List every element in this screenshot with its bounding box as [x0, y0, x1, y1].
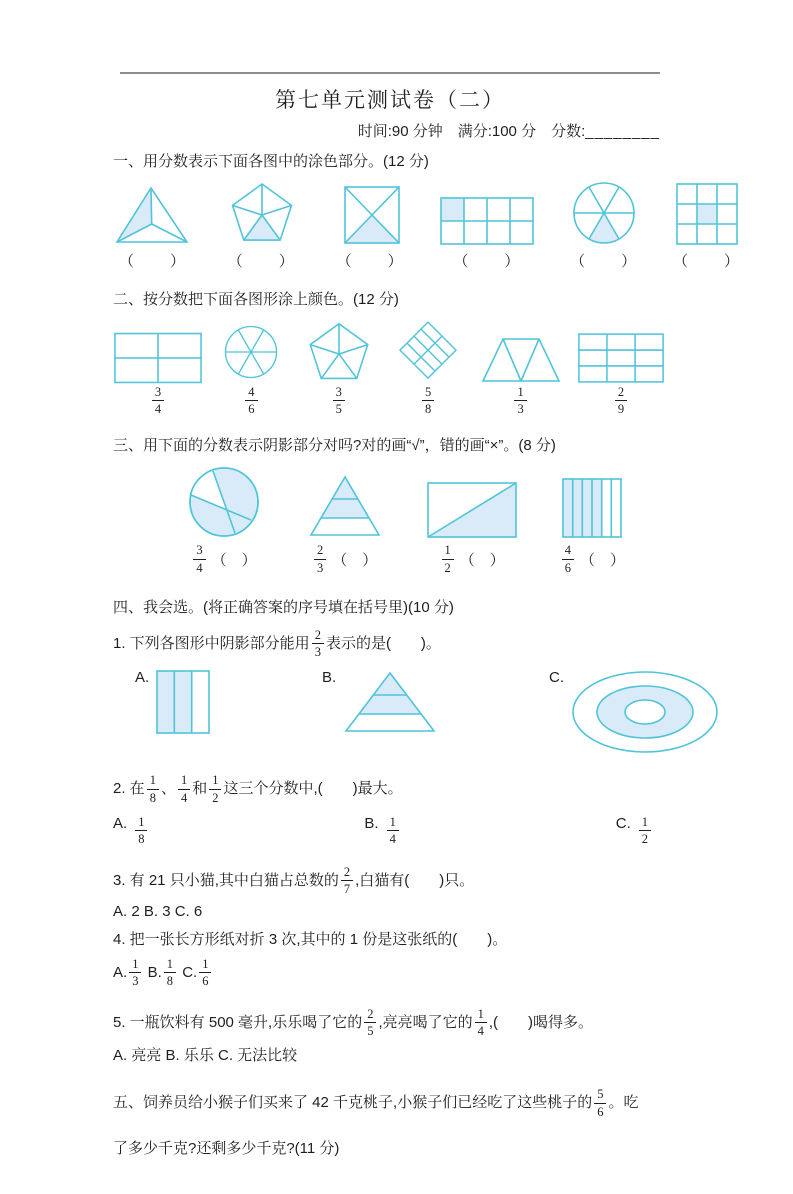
option-a[interactable]: [135, 669, 211, 735]
q2-text: 2. 在: [113, 780, 145, 798]
shape-cell: [577, 331, 665, 417]
fraction: $\frac{1}{8}$: [135, 815, 147, 847]
top-divider: [120, 72, 660, 74]
option-c[interactable]: C.: [182, 963, 198, 981]
fraction: $\frac{1}{6}$: [199, 957, 211, 989]
meta-text: 时间:90 分钟 满分:100 分 分数:: [357, 123, 586, 140]
section5-line1: 五、饲养员给小猴子们买来了 42 千克桃子,小猴子们已经吃了这些桃子的 $\frac{5}{6}$ 。吃: [113, 1087, 639, 1119]
fraction: $\frac{5}{8}$: [422, 385, 434, 417]
shape-cell: [305, 473, 385, 575]
answer-bracket[interactable]: （ ）: [211, 551, 257, 569]
shape-cell: [217, 319, 285, 417]
fraction: $\frac{1}{4}$: [475, 1007, 487, 1039]
fraction: $\frac{2}{3}$: [314, 543, 326, 575]
grid-2x2-shape[interactable]: [113, 331, 203, 385]
grid-3x3-center-shaded-shape: [675, 182, 739, 246]
option-b-label: B.: [322, 669, 337, 687]
shape-cell: [479, 333, 563, 417]
option-a-strips-shape: [155, 669, 211, 735]
fraction: $\frac{1}{2}$: [209, 773, 221, 805]
section3-heading: 三、用下面的分数表示阴影部分对吗?对的画“√”，错的画“×”。(8 分): [113, 436, 556, 454]
pentagon-fifths-shaded-shape: [222, 180, 302, 246]
fraction: $\frac{1}{4}$: [178, 773, 190, 805]
paper-meta: [120, 120, 660, 141]
triangle-bands-shaded-shape: [305, 473, 385, 539]
circle-sixths-shape[interactable]: [217, 319, 285, 385]
section2-shape-row: [113, 317, 665, 417]
section4-heading: 四、我会选。(将正确答案的序号填在括号里)(10 分): [113, 599, 454, 616]
question-4: 4. 把一张长方形纸对折 3 次,其中的 1 份是这张纸的( )。: [113, 930, 508, 948]
shape-cell: [560, 477, 625, 575]
option-c[interactable]: C. $\frac{1}{2}$: [616, 815, 653, 847]
answer-bracket[interactable]: （ ）: [227, 252, 296, 270]
fraction: $\frac{1}{3}$: [514, 385, 526, 417]
triangle-thirds-shaded-shape: [113, 184, 193, 246]
shape-cell: [439, 196, 535, 271]
option-c-ellipses-shape: [570, 669, 720, 755]
pentagon-fifths-shape[interactable]: [300, 319, 378, 385]
q1-options-row: [135, 669, 720, 755]
square-strips-shaded-shape: [561, 477, 623, 539]
page-title: 第七单元测试卷（二）: [275, 88, 505, 112]
fraction: $\frac{4}{6}$: [562, 543, 574, 575]
test-paper-page: [0, 72, 793, 1194]
option-a[interactable]: A.: [113, 963, 128, 981]
option-b[interactable]: B. $\frac{1}{4}$: [364, 815, 400, 847]
fraction: $\frac{1}{4}$: [387, 815, 399, 847]
q1-text-end: 表示的是( )。: [325, 634, 441, 652]
fraction: $\frac{1}{2}$: [639, 815, 651, 847]
fraction: $\frac{4}{6}$: [245, 385, 257, 417]
fraction: $\frac{2}{9}$: [615, 385, 627, 417]
fraction: $\frac{1}{3}$: [129, 957, 141, 989]
fraction: $\frac{2}{7}$: [341, 865, 353, 897]
answer-bracket[interactable]: （ ）: [118, 252, 187, 270]
q5-options[interactable]: A. 亮亮 B. 乐乐 C. 无法比较: [113, 1047, 298, 1065]
fraction: $\frac{1}{8}$: [147, 773, 159, 805]
q4-options: [113, 957, 743, 989]
circle-chords-shaded-shape: [185, 465, 263, 539]
shape-cell: [113, 184, 193, 271]
q3-options[interactable]: A. 2 B. 3 C. 6: [113, 902, 203, 920]
question-5: 5. 一瓶饮料有 500 毫升,乐乐喝了它的 $\frac{2}{5}$ ,亮亮喝了它的 $\frac{1}{4}$ ,( )喝得多。: [113, 1006, 594, 1038]
shape-cell: [426, 481, 518, 575]
shape-cell: [673, 182, 741, 271]
section1-shape-row: [113, 180, 741, 271]
shape-cell: [113, 331, 203, 417]
option-b[interactable]: [322, 669, 438, 735]
fraction: $\frac{2}{3}$: [312, 628, 324, 660]
diamond-eighths-shape[interactable]: [392, 317, 464, 385]
question-3: 3. 有 21 只小猫,其中白猫占总数的 $\frac{2}{7}$ ,白猫有( )只。: [113, 864, 475, 897]
answer-bracket[interactable]: （ ）: [459, 551, 505, 569]
option-b[interactable]: B.: [147, 963, 162, 981]
shape-cell: [300, 319, 378, 417]
grid-3x3-shape[interactable]: [577, 331, 665, 385]
fraction: $\frac{1}{8}$: [164, 957, 176, 989]
section3-shape-row: [185, 465, 625, 575]
shape-cell: [222, 180, 302, 271]
answer-bracket[interactable]: （ ）: [453, 252, 522, 270]
section5-line2: 了多少千克?还剩多少千克?(11 分): [113, 1140, 340, 1157]
option-c-label: C.: [549, 669, 564, 687]
grid-2x4-shaded-shape: [439, 196, 535, 246]
shape-cell: [564, 180, 644, 271]
option-c[interactable]: [549, 669, 720, 755]
shape-cell: [331, 184, 411, 271]
square-diagonals-shaded-shape: [331, 184, 411, 246]
trapezoid-thirds-shape[interactable]: [479, 333, 563, 385]
fraction: $\frac{3}{4}$: [193, 543, 205, 575]
fraction: $\frac{5}{6}$: [594, 1087, 606, 1119]
rectangle-diagonal-shaded-shape: [426, 481, 518, 539]
section1-heading: 一、用分数表示下面各图中的涂色部分。(12 分): [113, 153, 429, 170]
circle-sixths-shaded-shape: [564, 180, 644, 246]
fraction: $\frac{3}{4}$: [152, 385, 164, 417]
q2-options-row: [113, 815, 653, 847]
fraction: $\frac{1}{2}$: [442, 543, 454, 575]
score-blank[interactable]: ________: [585, 123, 660, 140]
section2-heading: 二、按分数把下面各图形涂上颜色。(12 分): [113, 290, 399, 308]
shape-cell: [185, 465, 263, 575]
option-b-triangle-shape: [342, 669, 438, 735]
answer-bracket[interactable]: （ ）: [332, 551, 378, 569]
answer-bracket[interactable]: （ ）: [570, 252, 639, 270]
fraction: $\frac{3}{5}$: [333, 385, 345, 417]
question-2: 2. 在 $\frac{1}{8}$ 、 $\frac{1}{4}$ 和 $\frac{1}{2}$ 这三个分数中,( )最大。: [113, 773, 403, 805]
shape-cell: [392, 317, 464, 417]
option-a[interactable]: A. $\frac{1}{8}$: [113, 815, 149, 847]
q1-text: 1. 下列各图形中阴影部分能用: [113, 634, 310, 652]
answer-bracket[interactable]: （ ）: [336, 252, 405, 270]
answer-bracket[interactable]: （ ）: [672, 252, 741, 270]
answer-bracket[interactable]: （ ）: [579, 551, 625, 569]
question-1: [113, 628, 743, 660]
fraction: $\frac{2}{5}$: [364, 1007, 376, 1039]
option-a-label: A.: [135, 669, 150, 687]
